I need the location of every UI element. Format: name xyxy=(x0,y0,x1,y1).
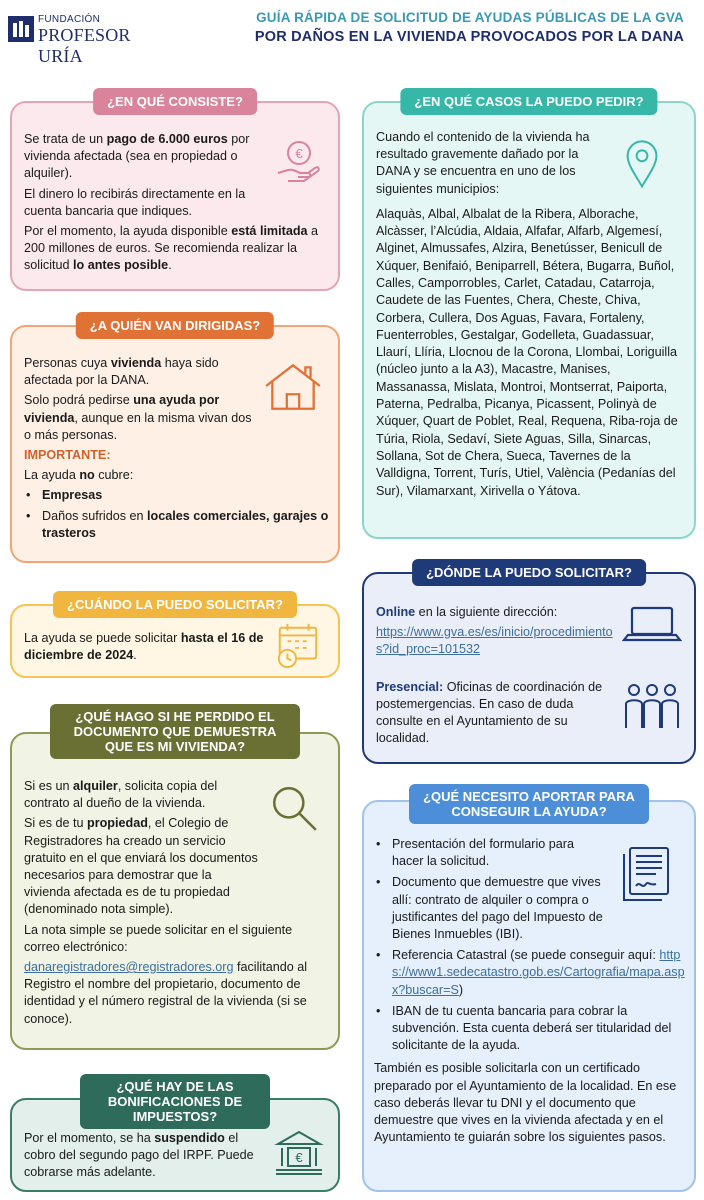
title-line1: GUÍA RÁPIDA DE SOLICITUD DE AYUDAS PÚBLICAS DE LA GVA xyxy=(256,10,684,25)
svg-text:€: € xyxy=(295,146,303,161)
calendar-clock-icon xyxy=(274,622,322,670)
list-item: • Daños sufridos en locales comerciales, garajes o trasteros xyxy=(24,508,329,542)
aportar-card xyxy=(362,789,696,1192)
logo xyxy=(8,10,168,66)
consiste-p1: Se trata de un pago de 6.000 euros por vivienda afectada (sea en propiedad o alquiler). xyxy=(24,132,250,181)
title-line2: POR DAÑOS EN LA VIVIENDA PROVOCADOS POR LA DANA xyxy=(254,29,684,45)
people-icon xyxy=(622,682,682,732)
aportar-footer: También es posible solicitarla con un certificado preparado por el Ayuntamiento de la localidad. En ese caso deberás llevar tu DNI y el documento que demuestre que vives en la vivienda afectada y en el Ayuntamiento te guiarán sobre los siguientes pasos. xyxy=(374,1061,677,1145)
online-text: Online en la siguiente dirección: xyxy=(376,605,558,619)
consiste-p2: El dinero lo recibirás directamente en la cuenta bancaria que indiques. xyxy=(24,186,246,218)
bank-euro-icon xyxy=(274,1128,324,1178)
perdido-p3: La nota simple se puede solicitar en el siguiente correo electrónico: xyxy=(24,922,293,954)
presencial-text: Presencial: Oficinas de coordinación de postemergencias. En caso de duda consulte en el Ayuntamiento de su localidad. xyxy=(376,679,603,746)
gva-procedure-link[interactable]: https://www.gva.es/es/inicio/procedimientos?id_proc=101532 xyxy=(376,625,613,657)
bonificaciones-card xyxy=(10,1079,340,1192)
perdido-header: ¿QUÉ HAGO SI HE PERDIDO EL DOCUMENTO QUE DEMUESTRA QUE ES MI VIVIENDA? xyxy=(50,704,300,759)
euro-hand-icon xyxy=(274,137,324,187)
list-item: • Presentación del formulario para hacer la solicitud. xyxy=(374,836,599,870)
casos-card xyxy=(362,94,696,539)
logo-line1: FUNDACIÓN xyxy=(38,14,101,25)
dirigidas-p1: Personas cuya vivienda haya sido afectada por la DANA. xyxy=(24,356,219,388)
consiste-card xyxy=(10,94,340,291)
registradores-email-link[interactable]: danaregistradores@registradores.org xyxy=(24,960,234,975)
magnifier-icon xyxy=(268,782,320,834)
perdido-p1: Si es un alquiler, solicita copia del contrato al dueño de la vivienda. xyxy=(24,779,218,811)
casos-intro: Cuando el contenido de la vivienda ha resultado gravemente dañado por la DANA y se encuentra en uno de los siguientes municipios: xyxy=(376,130,590,196)
municipios-list: Alaquàs, Albal, Albalat de la Ribera, Alborache, Alcàsser, l’Alcúdia, Aldaia, Alfafar, Alfarb, Algemesí, Alginet, Almussafes, Alzira, Benetússer, Benicull de Xúquer, Benifaió, Beniparrell, Bétera, Bugarra, Buñol, Calles, Camporrobles, Carlet, Catadau, Catarroja, Caudete de las Fuentes, Chera, Cheste, Chiva, Corbera, Cullera, Dos Aguas, Favara, Fortaleny, Fuenterrobles, Gestalgar, Godelleta, Guadassuar, Llaurí, Llíria, Llocnou de la Corona, Llombai, Loriguilla (núcleo junto a la A3), Macastre, Manises, Massanassa, Mislata, Montroi, Montserrat, Paiporta, Paterna, Pedralba, Picanya, Picassent, Polinyà de Xúquer, Quart de Poblet, Real, Requena, Riba-roja de Túria, Riola, Sedaví, Siete Aguas, Silla, Sinarcas, Sollana, Sot de Chera, Sueca, Tavernes de la Valldigna, Torrent, Turís, Utiel, València (Pedanías del Sur), Vilamarxant, Xirivella o Yátova. xyxy=(376,206,678,498)
dirigidas-card xyxy=(10,318,340,563)
donde-card xyxy=(362,565,696,764)
house-icon xyxy=(262,361,324,413)
document-signature-icon xyxy=(622,846,672,902)
dirigidas-p3: La ayuda no cubre: xyxy=(24,468,134,483)
bonificaciones-p1: Por el momento, se ha suspendido el cobro del segundo pago del IRPF. Puede cobrarse más adelante. xyxy=(24,1131,254,1180)
catastro-link[interactable]: https://www1.sedecatastro.gob.es/Cartografia/mapa.aspx?buscar=S xyxy=(392,948,685,997)
important-label: IMPORTANTE: xyxy=(24,448,111,463)
dirigidas-header: ¿A QUIÉN VAN DIRIGIDAS? xyxy=(76,312,274,339)
consiste-p3: Por el momento, la ayuda disponible está limitada a 200 millones de euros. Se recomienda realizar la solicitud lo antes posible. xyxy=(24,224,319,273)
svg-text:€: € xyxy=(295,1150,303,1165)
list-item: • Documento que demuestre que vives allí: contrato de alquiler o compra o justificantes del pago del Impuesto de Bienes Inmuebles (IBI). xyxy=(374,874,614,943)
list-item: • Referencia Catastral (se puede conseguir aquí: https://www1.sedecatastro.gob.es/Cartografia/mapa.aspx?buscar=S) xyxy=(374,947,688,999)
location-pin-icon xyxy=(624,137,660,189)
laptop-icon xyxy=(622,604,682,644)
bonificaciones-header: ¿QUÉ HAY DE LAS BONIFICACIONES DE IMPUESTOS? xyxy=(80,1074,270,1129)
list-item: • IBAN de tu cuenta bancaria para cobrar la subvención. Esta cuenta deberá ser titularidad del solicitante de la ayuda. xyxy=(374,1003,688,1055)
casos-header: ¿EN QUÉ CASOS LA PUEDO PEDIR? xyxy=(400,88,657,115)
cuando-p1: La ayuda se puede solicitar hasta el 16 de diciembre de 2024. xyxy=(24,631,264,663)
donde-header: ¿DÓNDE LA PUEDO SOLICITAR? xyxy=(412,559,646,586)
dirigidas-p2: Solo podrá pedirse una ayuda por vivienda, aunque en la misma vivan dos o más personas. xyxy=(24,393,252,442)
perdido-p4: danaregistradores@registradores.org facilitando al Registro el nombre del propietario, documento de identidad y el número registral de la vivienda (si se conoce). xyxy=(24,960,308,1026)
aportar-header: ¿QUÉ NECESITO APORTAR PARA CONSEGUIR LA AYUDA? xyxy=(409,784,649,824)
page-title xyxy=(255,10,684,45)
cuando-card xyxy=(10,597,340,678)
consiste-header: ¿EN QUÉ CONSISTE? xyxy=(93,88,257,115)
logo-line2: PROFESOR URÍA xyxy=(38,25,131,66)
logo-mark-icon xyxy=(8,16,34,42)
cuando-header: ¿CUÁNDO LA PUEDO SOLICITAR? xyxy=(53,591,297,618)
list-item: • Empresas xyxy=(24,487,329,504)
perdido-p2: Si es de tu propiedad, el Colegio de Registradores ha creado un servicio gratuito en el que enviará los documentos necesarios para demostrar que la vivienda afectada es de tu propiedad (denominado nota simple). xyxy=(24,816,258,917)
perdido-card xyxy=(10,709,340,1050)
